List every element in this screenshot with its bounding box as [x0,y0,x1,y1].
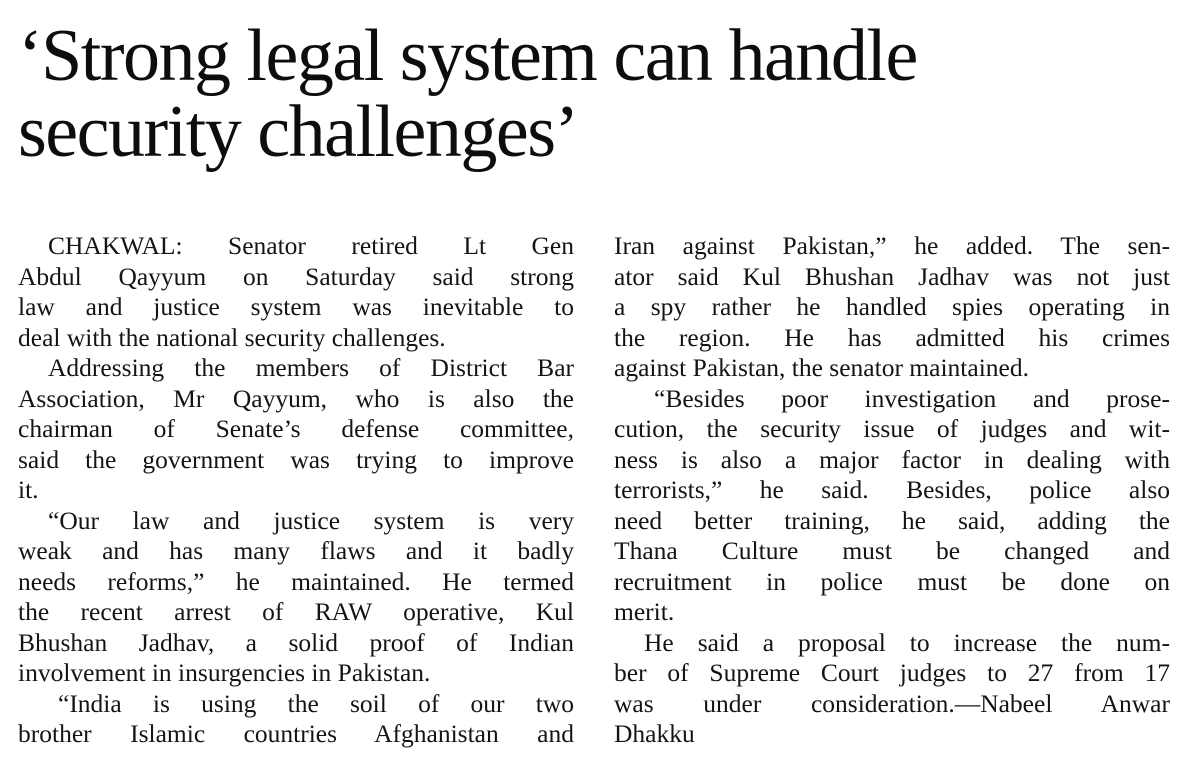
article-text-line: the recent arrest of RAW operative, Kul [18,597,574,626]
article-text-line: chairman of Senate’s defense committee, [18,414,574,443]
article-text-line: ness is also a major factor in dealing with [614,444,1170,474]
article-text-line: He said a proposal to increase the num- [644,627,1170,657]
article-text-line: the region. He has admitted his crimes [614,322,1170,352]
article-text-line: “Our law and justice system is very [48,505,574,535]
article-headline [18,15,1188,173]
article-text-line: was under consideration.—Nabeel Anwar [614,688,1170,718]
article-text-line: said the government was trying to improve [18,444,574,474]
article-text-line: Association, Mr Qayyum, who is also the [18,383,574,413]
article-text-line: deal with the national security challenges. [18,322,446,352]
article-text-line: CHAKWAL: Senator retired Lt Gen [48,231,574,260]
article-text-line: “India is using the soil of our two [58,688,574,718]
article-column-left [18,231,574,750]
article-column-right [614,231,1170,750]
article-text-line: a spy rather he handled spies operating in [614,292,1170,321]
article-text-line: Abdul Qayyum on Saturday said strong [18,261,574,291]
article-text-line: Bhushan Jadhav, a solid proof of Indian [18,627,574,657]
article-text-line: “Besides poor investigation and prose- [654,383,1170,413]
article-text-line: Addressing the members of District Bar [48,353,574,382]
headline-line: security challenges’ [18,91,578,173]
article-text-line: ber of Supreme Court judges to 27 from 17 [614,658,1170,687]
article-text-line: brother Islamic countries Afghanistan and [18,719,574,748]
article-text-line: Iran against Pakistan,” he added. The sen- [614,231,1170,260]
article-text-line: Thana Culture must be changed and [614,536,1170,565]
article-text-line: need better training, he said, adding the [614,505,1170,535]
article-text-line: terrorists,” he said. Besides, police also [614,475,1170,504]
article-text-line: recruitment in police must be done on [614,566,1170,596]
article-text-line: law and justice system was inevitable to [18,292,574,321]
article-text-line: Dhakku [614,719,695,748]
article-text-line: cution, the security issue of judges and wit- [614,414,1170,443]
article-text-line: ator said Kul Bhushan Jadhav was not just [614,261,1170,291]
headline-line: ‘Strong legal system can handle [18,15,917,97]
article-text-line: against Pakistan, the senator maintained. [614,353,1029,382]
article-text-line: needs reforms,” he maintained. He termed [18,566,574,596]
article-text-line: merit. [614,597,675,626]
article-text-line: involvement in insurgencies in Pakistan. [18,658,431,687]
article-text-line: weak and has many flaws and it badly [18,536,574,565]
article-text-line: it. [18,475,39,504]
